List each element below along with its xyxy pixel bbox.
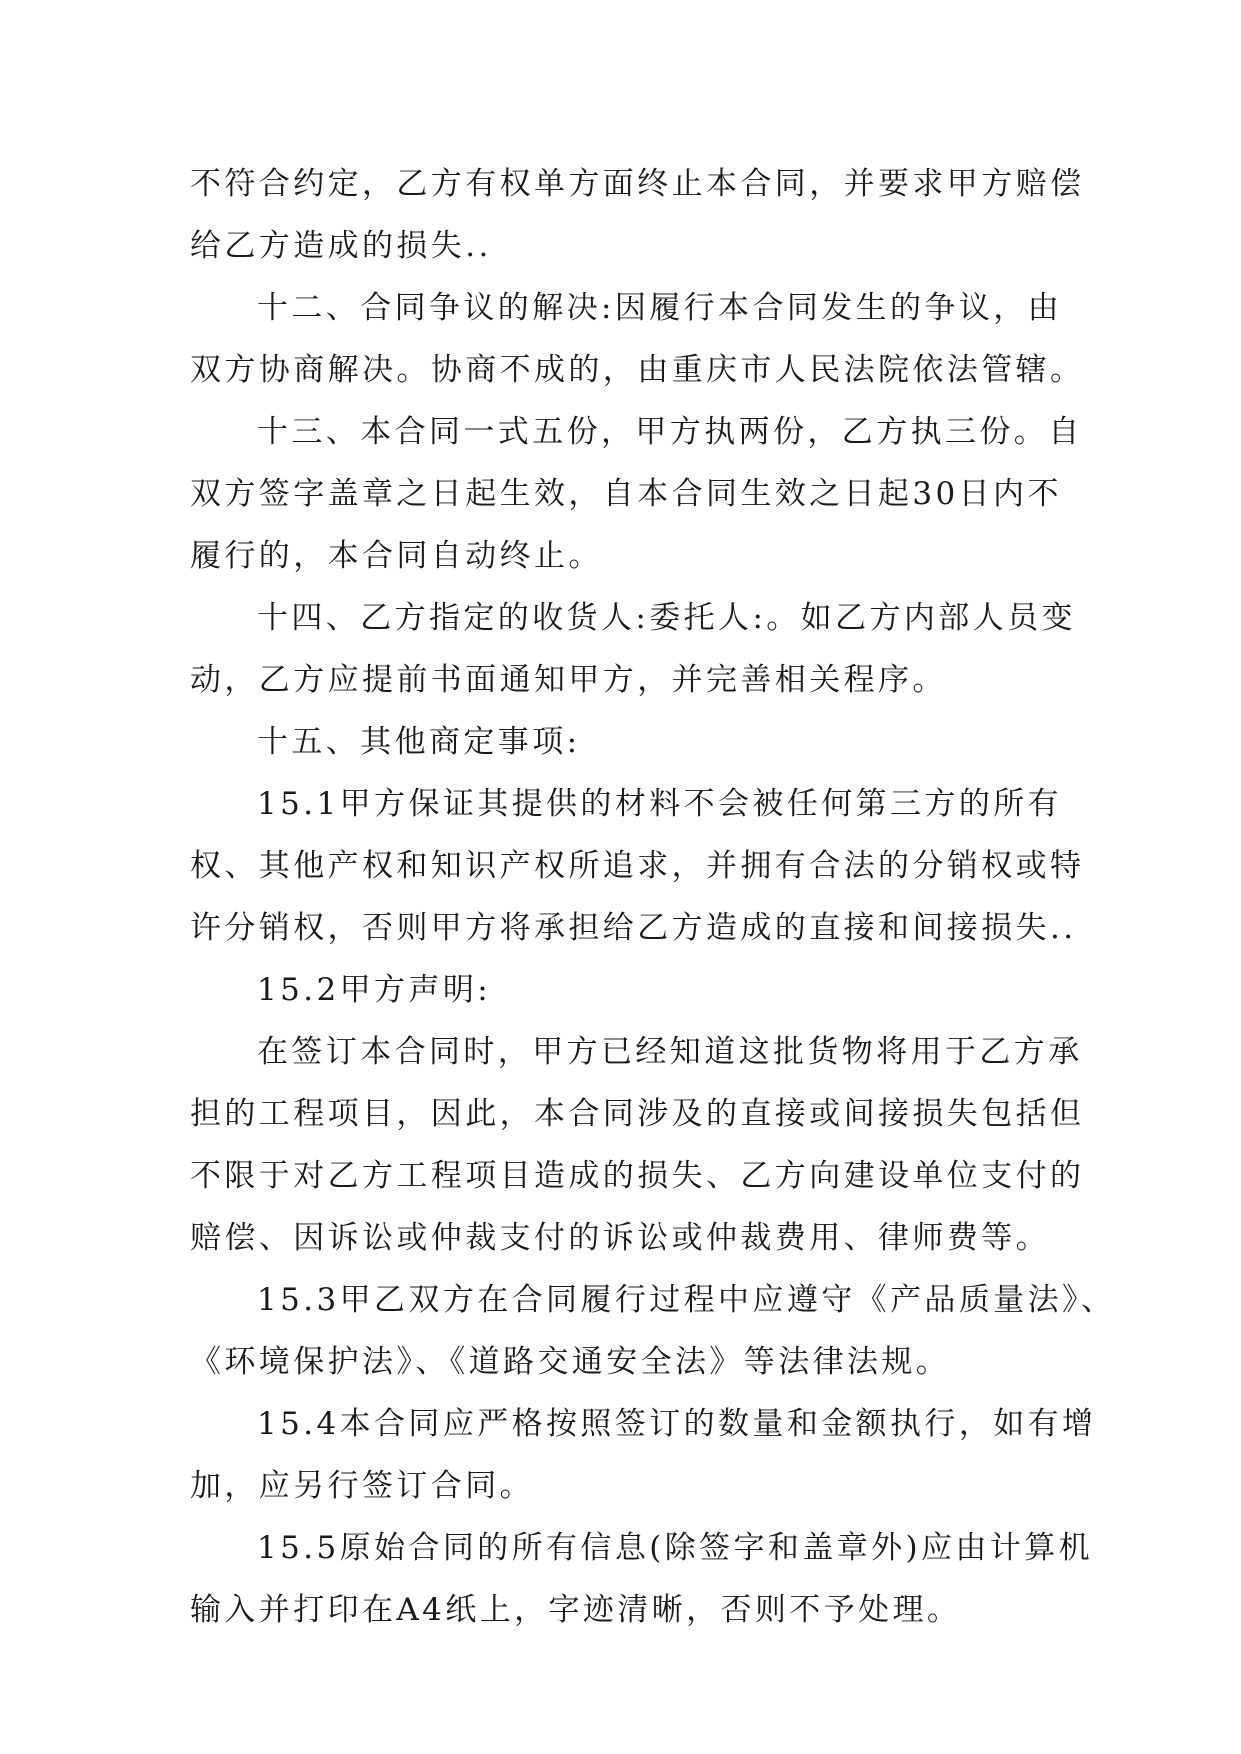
- text-line: 许分销权，否则甲方将承担给乙方造成的直接和间接损失..: [190, 910, 1077, 946]
- text-line: 15.1甲方保证其提供的材料不会被任何第三方的所有: [257, 786, 1063, 822]
- text-line: 15.2甲方声明:: [257, 972, 492, 1008]
- text-line: 动，乙方应提前书面通知甲方，并完善相关程序。: [190, 662, 947, 698]
- text-line: 权、其他产权和知识产权所追求，并拥有合法的分销权或特: [190, 848, 1085, 884]
- text-line: 在签订本合同时，甲方已经知道这批货物将用于乙方承: [257, 1034, 1083, 1070]
- text-line: 15.3甲乙双方在合同履行过程中应遵守《产品质量法》、: [257, 1282, 1116, 1318]
- text-line: 不限于对乙方工程项目造成的损失、乙方向建设单位支付的: [190, 1158, 1085, 1194]
- text-line: 十三、本合同一式五份，甲方执两份，乙方执三份。自: [257, 414, 1083, 450]
- text-line: 担的工程项目，因此，本合同涉及的直接或间接损失包括但: [190, 1096, 1085, 1132]
- text-line: 双方协商解决。协商不成的，由重庆市人民法院依法管辖。: [190, 352, 1085, 388]
- text-line: 十五、其他商定事项:: [257, 724, 581, 760]
- text-line: 输入并打印在A4纸上，字迹清晰，否则不予处理。: [190, 1592, 962, 1628]
- text-line: 15.5原始合同的所有信息(除签字和盖章外)应由计算机: [257, 1530, 1094, 1566]
- text-line: 《环境保护法》、《道路交通安全法》等法律法规。: [190, 1344, 951, 1380]
- text-line: 双方签字盖章之日起生效，自本合同生效之日起30日内不: [190, 476, 1062, 512]
- text-line: 加，应另行签订合同。: [190, 1468, 534, 1504]
- text-line: 十二、合同争议的解决:因履行本合同发生的争议，由: [257, 290, 1063, 326]
- text-line: 不符合约定，乙方有权单方面终止本合同，并要求甲方赔偿: [190, 166, 1085, 202]
- text-line: 赔偿、因诉讼或仲裁支付的诉讼或仲裁费用、律师费等。: [190, 1220, 1050, 1256]
- text-line: 给乙方造成的损失..: [190, 228, 492, 264]
- text-line: 履行的，本合同自动终止。: [190, 538, 603, 574]
- text-line: 15.4本合同应严格按照签订的数量和金额执行，如有增: [257, 1406, 1097, 1442]
- text-line: 十四、乙方指定的收货人:委托人:。如乙方内部人员变: [257, 600, 1076, 636]
